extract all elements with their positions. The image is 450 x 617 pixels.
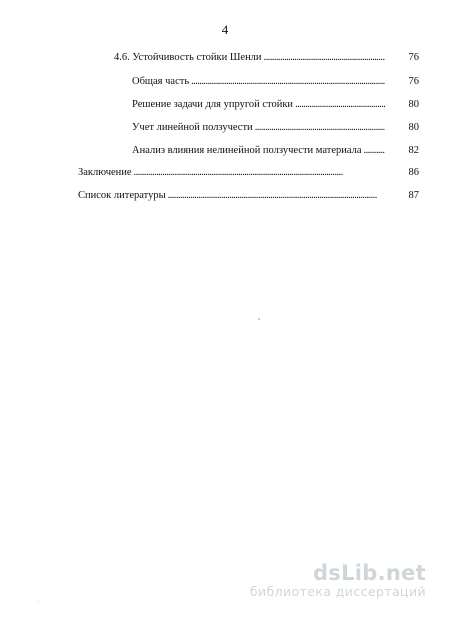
toc-entry-page: 82 — [408, 145, 419, 156]
toc-entry-page: 87 — [408, 190, 419, 201]
toc-leader-dots — [264, 51, 385, 65]
scan-speck — [38, 601, 39, 602]
toc-entry-references — [78, 189, 419, 203]
toc-entry-section-4-6 — [114, 51, 419, 65]
toc-leader-dots — [295, 98, 385, 112]
toc-entry-page: 76 — [408, 76, 419, 87]
toc-leader-dots — [168, 189, 385, 203]
toc-entry-general-part — [132, 75, 419, 89]
toc-leader-dots — [191, 75, 385, 89]
toc-entry-title: Заключение — [78, 167, 132, 178]
toc-entry-title: Общая часть — [132, 76, 190, 87]
page-number: 4 — [221, 22, 229, 37]
toc-entry-page: 86 — [408, 167, 419, 178]
toc-entry-title: Решение задачи для упругой стойки — [132, 99, 294, 110]
toc-entry-title: Учет линейной ползучести — [132, 122, 253, 133]
toc-entry-page: 76 — [408, 52, 419, 63]
toc-entry-page: 80 — [408, 99, 419, 110]
toc-entry-nonlinear-creep — [132, 144, 419, 158]
scan-speck — [258, 318, 260, 320]
toc-entry-page: 80 — [408, 122, 419, 133]
toc-leader-dots — [255, 121, 385, 135]
toc-leader-dots — [134, 166, 385, 180]
watermark — [250, 562, 426, 599]
toc-entry-elastic-solution — [132, 98, 419, 112]
watermark-logo: dsLib.net — [312, 561, 426, 585]
toc-entry-conclusion — [78, 166, 419, 180]
toc-entry-title: 4.6. Устойчивость стойки Шенли — [114, 52, 262, 63]
toc-entry-title: Анализ влияния нелинейной ползучести материала — [132, 145, 362, 156]
toc-entry-linear-creep — [132, 121, 419, 135]
toc-leader-dots — [364, 144, 385, 158]
toc-entry-title: Список литературы — [78, 190, 166, 201]
watermark-subtitle: библиотека диссертаций — [249, 584, 426, 599]
